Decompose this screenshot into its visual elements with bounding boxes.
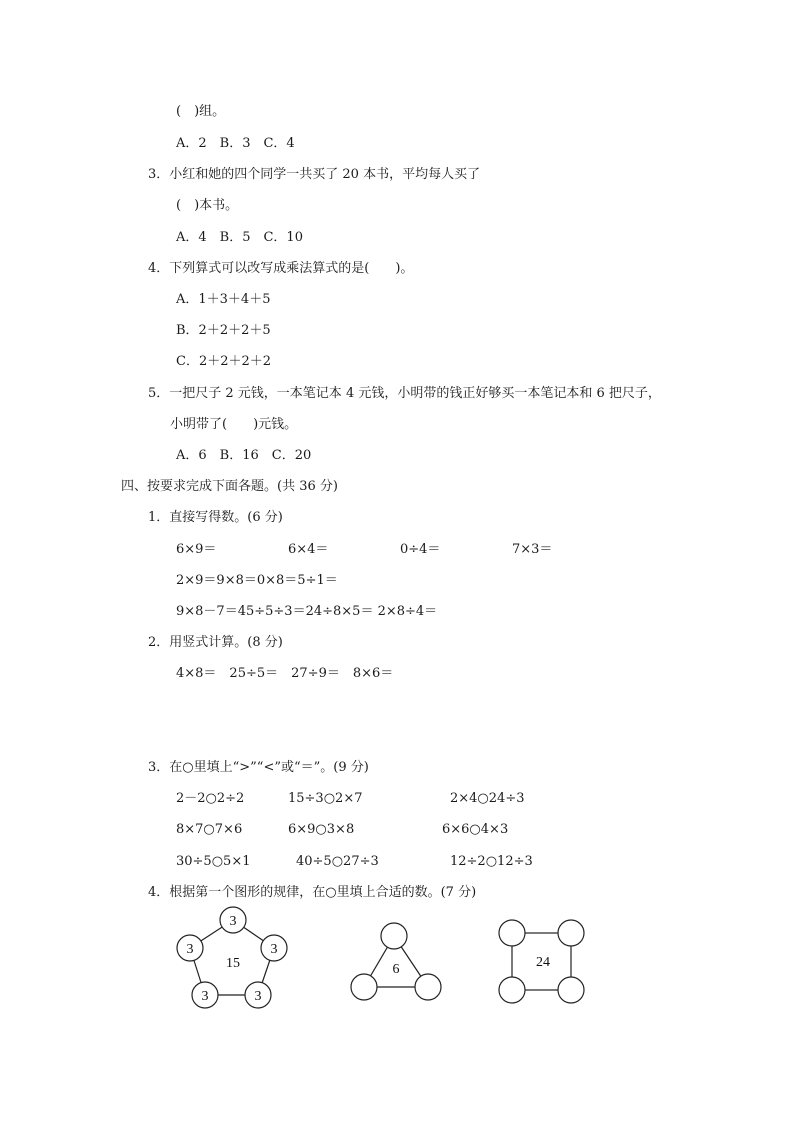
q4-option-c: C．2＋2＋2＋2 bbox=[176, 354, 272, 369]
pentagon-vertex-number: 3 bbox=[229, 914, 237, 929]
pentagon-vertex-number: 3 bbox=[270, 942, 278, 957]
square-blank-circle bbox=[558, 920, 584, 946]
pentagon-center-number: 15 bbox=[226, 956, 240, 971]
q2-continuation: ( )组。 bbox=[176, 104, 226, 119]
p3-r3-c3: 12÷2○12÷3 bbox=[450, 854, 533, 869]
p1-row1-item-4: 7×3＝ bbox=[512, 542, 553, 557]
p3-r2-c1: 8×7○7×6 bbox=[176, 822, 243, 837]
p2-title: 2．用竖式计算。(8 分) bbox=[148, 635, 283, 650]
q4-option-a: A．1＋3＋4＋5 bbox=[176, 292, 271, 307]
q4-option-b: B．2＋2＋2＋5 bbox=[176, 323, 271, 338]
q3-continuation: ( )本书。 bbox=[176, 198, 239, 213]
q4-stem: 4．下列算式可以改写成乘法算式的是( )。 bbox=[148, 261, 414, 276]
p1-row1-item-3: 0÷4＝ bbox=[400, 542, 441, 557]
pentagon-vertex-number: 3 bbox=[201, 989, 209, 1004]
pentagon-vertex-number: 3 bbox=[186, 942, 194, 957]
q3-options: A．4 B．5 C．10 bbox=[176, 230, 303, 245]
p1-row2: 2×9＝9×8＝0×8＝5÷1＝ bbox=[176, 573, 338, 588]
p1-row1-item-2: 6×4＝ bbox=[288, 542, 329, 557]
p1-title: 1．直接写得数。(6 分) bbox=[148, 510, 283, 525]
p3-r1-c3: 2×4○24÷3 bbox=[450, 791, 525, 806]
p1-row1-item-1: 6×9＝ bbox=[176, 542, 217, 557]
q3-stem: 3．小红和她的四个同学一共买了 20 本书，平均每人买了 bbox=[148, 167, 481, 182]
q5-continuation: 小明带了( )元钱。 bbox=[170, 417, 298, 432]
p3-r3-c1: 30÷5○5×1 bbox=[176, 854, 251, 869]
square-blank-circle bbox=[499, 920, 525, 946]
q5-options: A．6 B．16 C．20 bbox=[176, 448, 312, 463]
p4-title: 4．根据第一个图形的规律，在○里填上合适的数。(7 分) bbox=[148, 885, 477, 900]
square-center-number: 24 bbox=[536, 955, 550, 970]
pentagon-vertex-number: 3 bbox=[254, 989, 262, 1004]
triangle-blank-circle bbox=[351, 974, 377, 1000]
square-blank-circle bbox=[558, 977, 584, 1003]
section4-heading: 四、按要求完成下面各题。(共 36 分) bbox=[121, 479, 338, 494]
triangle-blank-circle bbox=[415, 974, 441, 1000]
q5-stem: 5．一把尺子 2 元钱，一本笔记本 4 元钱，小明带的钱正好够买一本笔记本和 6 把尺子， bbox=[148, 386, 661, 401]
p3-r3-c2: 40÷5○27÷3 bbox=[296, 854, 379, 869]
p3-r2-c3: 6×6○4×3 bbox=[442, 822, 509, 837]
p3-title: 3．在○里填上“>”“<”或“＝”。(9 分) bbox=[148, 760, 369, 775]
square-blank-circle bbox=[499, 977, 525, 1003]
triangle-center-number: 6 bbox=[392, 962, 400, 977]
p3-r1-c1: 2－2○2÷2 bbox=[176, 791, 245, 806]
p3-r2-c2: 6×9○3×8 bbox=[288, 822, 355, 837]
p3-r1-c2: 15÷3○2×7 bbox=[288, 791, 363, 806]
p2-row: 4×8＝ 25÷5＝ 27÷9＝ 8×6＝ bbox=[176, 666, 394, 681]
q2-options: A．2 B．3 C．4 bbox=[176, 136, 295, 151]
p1-row3: 9×8－7＝45÷5÷3＝24÷8×5＝ 2×8÷4＝ bbox=[176, 604, 438, 619]
triangle-blank-circle bbox=[381, 923, 407, 949]
